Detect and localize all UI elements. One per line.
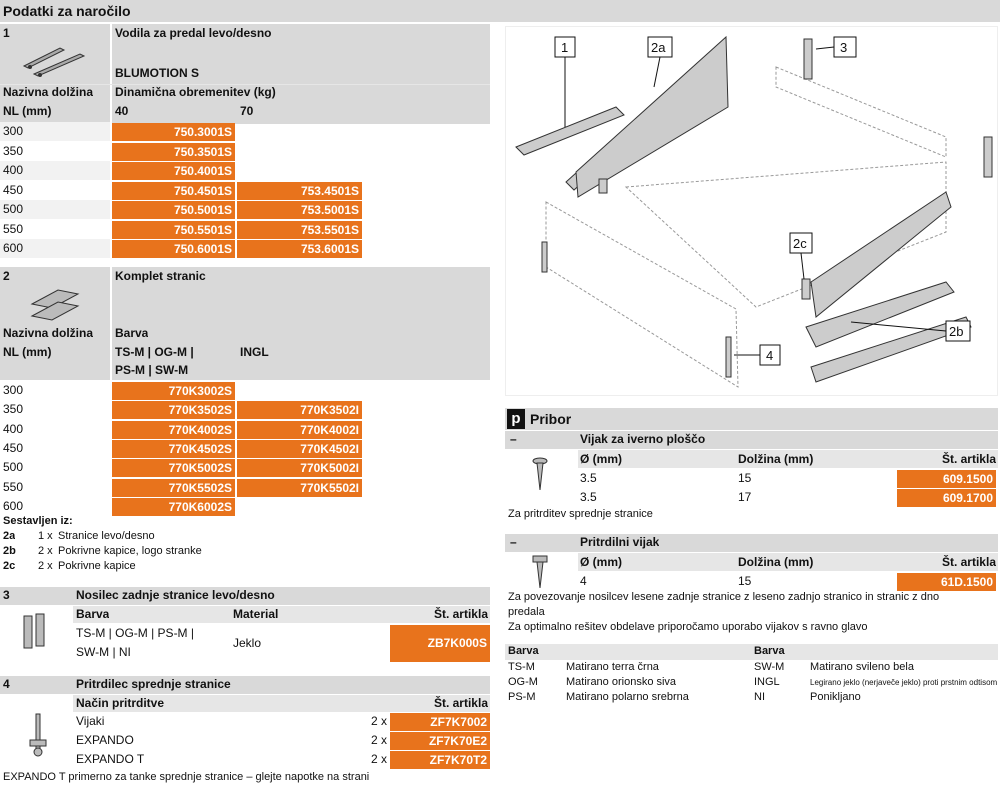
- diagram-label-2a: 2a: [651, 40, 666, 55]
- article-badge: 770K4502S: [112, 440, 235, 458]
- t2-name: Pritrdilni vijak: [580, 535, 660, 549]
- header-material: Material: [233, 607, 279, 621]
- header-70: 70: [240, 104, 254, 118]
- drawer-side-icon: [28, 286, 84, 322]
- section-name: Pritrdilec sprednje stranice: [76, 677, 231, 691]
- article-badge: 750.3001S: [112, 123, 235, 141]
- header-colors-b: PS-M | SW-M: [115, 363, 189, 377]
- pribor-icon: p: [507, 409, 525, 429]
- header-nl: NL (mm): [3, 104, 52, 118]
- article-badge: 770K4002S: [112, 421, 235, 439]
- method-name: EXPANDO: [76, 733, 134, 747]
- article-badge: 609.1700: [897, 489, 996, 507]
- t2-header-art: Št. artikla: [941, 555, 996, 569]
- section-name: Nosilec zadnje stranice levo/desno: [76, 588, 275, 602]
- article-badge: 770K5002I: [237, 459, 362, 477]
- color-name: Matirano polarno srebrna: [566, 691, 689, 703]
- colors-line-1: TS-M | OG-M | PS-M |: [76, 626, 195, 640]
- method-qty: 2 x: [370, 733, 387, 747]
- dash: –: [510, 535, 517, 549]
- article-badge: 770K5502I: [237, 479, 362, 497]
- header-method: Način pritrditve: [76, 696, 165, 710]
- nl-value: 450: [3, 182, 24, 197]
- diagram-label-1: 1: [561, 40, 569, 55]
- part-code: 2a: [3, 530, 16, 542]
- colors-line-2: SW-M | NI: [76, 645, 131, 659]
- legend-header-right: Barva: [754, 645, 785, 657]
- t1-name: Vijak za iverno ploščo: [580, 432, 706, 446]
- material-value: Jeklo: [233, 636, 262, 650]
- color-name: Matirano svileno bela: [810, 661, 914, 673]
- article-badge: 770K4502I: [237, 440, 362, 458]
- header-article: Št. artikla: [433, 696, 488, 710]
- part-code: 2c: [3, 560, 16, 572]
- diameter-value: 3.5: [580, 490, 597, 504]
- part-qty: 1 x: [38, 530, 53, 542]
- diagram-label-3: 3: [840, 40, 848, 55]
- article-badge: 753.4501S: [237, 182, 362, 200]
- color-code: TS-M: [508, 661, 535, 673]
- color-code: OG-M: [508, 676, 538, 688]
- legend-header-left: Barva: [508, 645, 539, 657]
- part-text: Pokrivne kapice, logo stranke: [58, 545, 202, 557]
- fixing-screw-icon: [530, 554, 550, 590]
- nl-value: 400: [3, 421, 24, 436]
- method-name: Vijaki: [76, 714, 105, 728]
- color-name: Legirano jeklo (nerjaveče jeklo) proti prstnim odtisom: [810, 678, 998, 687]
- color-code: PS-M: [508, 691, 536, 703]
- part-code: 2b: [3, 545, 16, 557]
- article-badge: 753.5501S: [237, 221, 362, 239]
- method-name: EXPANDO T: [76, 752, 145, 766]
- article-badge: 770K3502S: [112, 401, 235, 419]
- t1-header-len: Dolžina (mm): [738, 452, 814, 466]
- header-ingl: INGL: [240, 345, 269, 359]
- article-badge: 750.5001S: [112, 201, 235, 219]
- article-badge: 770K3002S: [112, 382, 235, 400]
- nl-value: 300: [3, 383, 24, 397]
- diagram-label-2c: 2c: [793, 236, 807, 251]
- article-badge: 770K4002I: [237, 421, 362, 439]
- article-badge: 770K3502I: [237, 401, 362, 419]
- header-dynamic-load: Dinamična obremenitev (kg): [115, 85, 276, 99]
- nl-value: 600: [0, 239, 110, 258]
- article-badge: 750.5501S: [112, 221, 235, 239]
- color-code: SW-M: [754, 661, 785, 673]
- length-value: 15: [738, 471, 752, 485]
- header-40: 40: [115, 104, 129, 118]
- section-name: Vodila za predal levo/desno: [115, 26, 272, 40]
- color-code: INGL: [754, 676, 780, 688]
- nl-value: 550: [3, 221, 24, 236]
- t2-note-2: predala: [508, 606, 545, 618]
- length-value: 17: [738, 490, 752, 504]
- t2-note-3: Za optimalno rešitev obdelave priporočamo uporabo vijakov s ravno glavo: [508, 621, 868, 633]
- header-color: Barva: [76, 607, 110, 621]
- brand-label: BLUMOTION S: [115, 66, 199, 80]
- article-badge: 753.6001S: [237, 240, 362, 258]
- article-badge: 609.1500: [897, 470, 996, 488]
- header-nominal-length: Nazivna dolžina: [3, 85, 94, 99]
- header-article: Št. artikla: [433, 607, 488, 621]
- nl-value: 500: [0, 200, 110, 219]
- nl-value: 550: [3, 479, 24, 494]
- nl-value: 350: [3, 402, 24, 417]
- t2-header-len: Dolžina (mm): [738, 555, 814, 569]
- header-color: Barva: [115, 326, 149, 340]
- article-badge: 750.3501S: [112, 143, 235, 161]
- t2-note-1: Za povezovanje nosilcev lesene zadnje stranice z leseno zadnjo stranico in stranic z dno: [508, 591, 940, 603]
- nl-value: 350: [3, 143, 24, 158]
- color-name: Ponikljano: [810, 691, 861, 703]
- article-badge: ZF7K70E2: [390, 732, 490, 750]
- fixing-icon: [24, 712, 54, 758]
- dash: –: [510, 432, 517, 446]
- diameter-value: 4: [580, 574, 587, 588]
- section-number: 2: [3, 269, 10, 283]
- article-badge: 750.4501S: [112, 182, 235, 200]
- header-nl: NL (mm): [3, 345, 52, 359]
- t2-header-d: Ø (mm): [580, 555, 622, 569]
- section-number: 1: [3, 26, 10, 40]
- color-name: Matirano orionsko siva: [566, 676, 677, 688]
- diameter-value: 3.5: [580, 471, 597, 485]
- nl-value: 400: [0, 161, 110, 180]
- article-badge: 770K5502S: [112, 479, 235, 497]
- method-qty: 2 x: [370, 752, 387, 766]
- length-value: 15: [738, 574, 752, 588]
- section-name: Komplet stranic: [115, 269, 206, 283]
- header-colors-a: TS-M | OG-M |: [115, 345, 194, 359]
- expando-note: EXPANDO T primerno za tanke sprednje stranice – glejte napotke na strani: [3, 771, 370, 783]
- color-code: NI: [754, 691, 765, 703]
- article-badge: 61D.1500: [897, 573, 996, 591]
- nl-value: 600: [3, 498, 24, 513]
- part-text: Stranice levo/desno: [58, 530, 155, 542]
- pribor-title: Pribor: [530, 411, 572, 427]
- header-nominal-length: Nazivna dolžina: [3, 326, 94, 340]
- part-text: Pokrivne kapice: [58, 560, 136, 572]
- part-qty: 2 x: [38, 545, 53, 557]
- chipboard-screw-icon: [530, 456, 550, 492]
- article-badge: ZB7K000S: [390, 625, 490, 662]
- diagram-label-4: 4: [766, 348, 774, 363]
- runner-icon: [20, 44, 90, 80]
- nl-value: 300: [0, 122, 110, 141]
- t1-header-art: Št. artikla: [941, 452, 996, 466]
- assembly-diagram: [505, 26, 998, 396]
- diagram-label-2b: 2b: [949, 324, 964, 339]
- article-badge: ZF7K7002: [390, 713, 490, 731]
- article-badge: 750.6001S: [112, 240, 235, 258]
- t1-note: Za pritrditev sprednje stranice: [508, 508, 653, 520]
- bracket-icon: [20, 612, 50, 652]
- article-badge: 753.5001S: [237, 201, 362, 219]
- part-qty: 2 x: [38, 560, 53, 572]
- article-badge: 750.4001S: [112, 162, 235, 180]
- article-badge: 770K5002S: [112, 459, 235, 477]
- section-number: 3: [3, 588, 10, 602]
- article-badge: ZF7K70T2: [390, 751, 490, 769]
- composed-of: Sestavljen iz:: [3, 515, 73, 527]
- section-number: 4: [3, 677, 10, 691]
- t1-header-d: Ø (mm): [580, 452, 622, 466]
- color-name: Matirano terra črna: [566, 661, 659, 673]
- nl-value: 450: [3, 440, 24, 455]
- article-badge: 770K6002S: [112, 498, 235, 516]
- page-title: Podatki za naročilo: [0, 0, 1000, 22]
- nl-value: 500: [3, 460, 24, 475]
- method-qty: 2 x: [370, 714, 387, 728]
